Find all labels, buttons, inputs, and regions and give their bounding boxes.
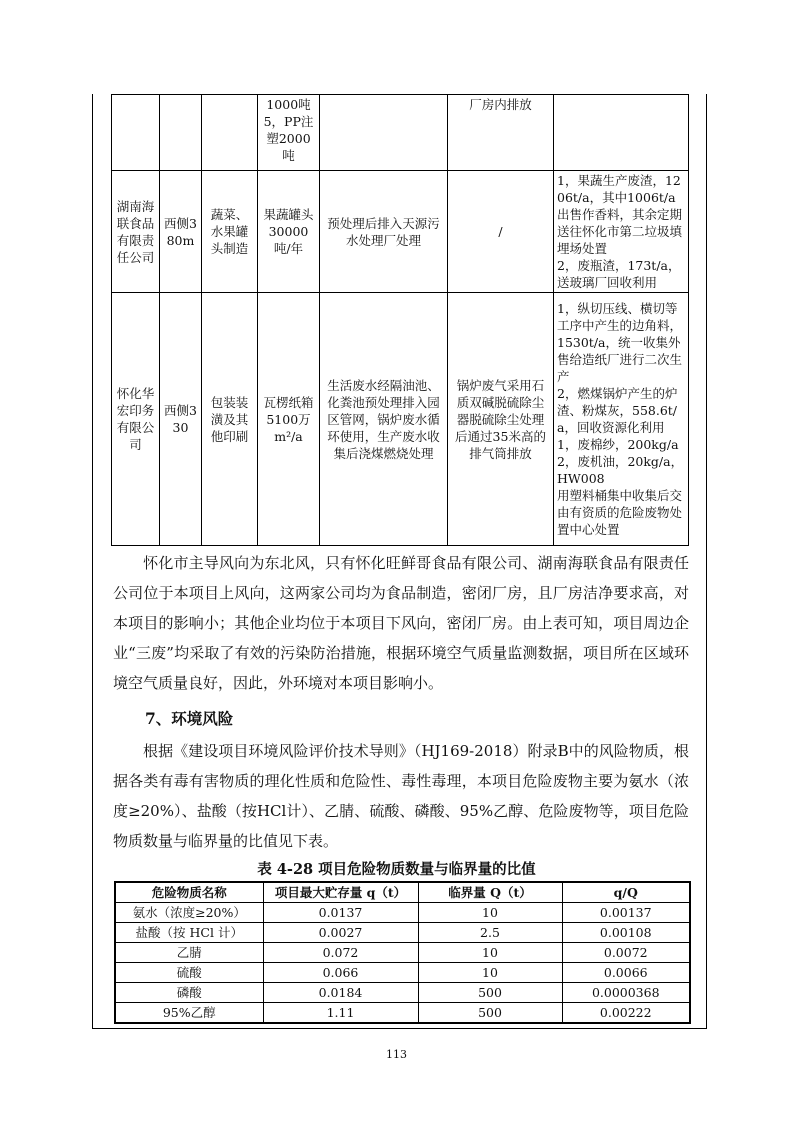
storage-cell: 0.072 [263, 943, 418, 963]
capacity-cell: 1000吨5，PP注塑2000吨 [258, 95, 320, 171]
table-row [115, 943, 690, 963]
threshold-cell: 10 [418, 943, 562, 963]
substance-cell: 盐酸（按 HCl 计） [115, 923, 263, 943]
surrounding-companies-table [111, 94, 689, 546]
company-name-cell: 怀化华宏印务有限公司 [112, 293, 160, 546]
threshold-cell: 10 [418, 903, 562, 923]
ratio-cell: 0.0066 [562, 963, 690, 983]
solid-waste-cell [554, 95, 689, 171]
section-heading: 7、环境风险 [145, 709, 234, 728]
direction-cell [160, 95, 202, 171]
solid-waste-cell: 1，果蔬生产废渣，1206t/a，其中1006t/a出售作香料，其余定期送往怀化市第二垃圾填埋场处置 2，废瓶渣，173t/a，送玻璃厂回收利用 [554, 171, 689, 293]
risk-substances-table [114, 881, 691, 1024]
waste-gas-cell: 锅炉废气采用石质双碱脱硫除尘器脱硫除尘处理后通过35米高的排气筒排放 [448, 293, 554, 546]
substance-cell: 氨水（浓度≥20%） [115, 903, 263, 923]
threshold-cell: 500 [418, 983, 562, 1003]
industry-cell [202, 95, 258, 171]
table-header-row [115, 882, 690, 903]
wind-direction-text: 怀化市主导风向为东北风，只有怀化旺鲜哥食品有限公司、湖南海联食品有限责任公司位于本项目上风向，这两家公司均为食品制造，密闭厂房，且厂房洁净要求高，对本项目的影响小；其他企业均位于本项目下风向，密闭厂房。由上表可知，项目周边企业“三废”均采取了有效的污染防治措施，根据环境空气质量监测数据，项目所在区域环境空气质量良好，因此，外环境对本项目影响小。 [113, 554, 689, 692]
wastewater-cell: 预处理后排入天源污水处理厂处理 [320, 171, 448, 293]
wastewater-cell [320, 95, 448, 171]
table-row [112, 95, 689, 171]
column-header: 项目最大贮存量 q（t） [263, 882, 418, 903]
table-row [115, 963, 690, 983]
industry-cell: 包装装潢及其他印刷 [202, 293, 258, 546]
direction-cell: 西侧330 [160, 293, 202, 546]
storage-cell: 0.0137 [263, 903, 418, 923]
table-row [115, 903, 690, 923]
industry-cell: 蔬菜、水果罐头制造 [202, 171, 258, 293]
ratio-cell: 0.0000368 [562, 983, 690, 1003]
wastewater-cell: 生活废水经隔油池、化粪池预处理排入园区管网，锅炉废水循环使用，生产废水收集后浇煤燃烧处理 [320, 293, 448, 546]
threshold-cell: 500 [418, 1003, 562, 1024]
ratio-cell: 0.00222 [562, 1003, 690, 1024]
substance-cell: 乙腈 [115, 943, 263, 963]
table-row [115, 1003, 690, 1024]
risk-text: 根据《建设项目环境风险评价技术导则》（HJ169-2018）附录B中的风险物质，根据各类有毒有害物质的理化性质和危险性、毒性毒理，本项目危险废物主要为氨水（浓度≥20%）、盐酸（按HCl计）、乙腈、硫酸、磷酸、95%乙醇、危险废物等，项目危险物质数量与临界量的比值见下表。 [113, 742, 689, 850]
company-name-cell [112, 95, 160, 171]
column-header: 临界量 Q（t） [418, 882, 562, 903]
waste-gas-cell: 厂房内排放 [448, 95, 554, 171]
storage-cell: 1.11 [263, 1003, 418, 1024]
waste-gas-cell: / [448, 171, 554, 293]
wind-direction-paragraph [113, 548, 689, 698]
ratio-cell: 0.00137 [562, 903, 690, 923]
ratio-cell: 0.0072 [562, 943, 690, 963]
table-row [112, 293, 689, 546]
capacity-cell: 瓦楞纸箱5100万m²/a [258, 293, 320, 546]
solid-waste-cell: 1，纵切压线、横切等工序中产生的边角料，1530t/a，统一收集外售给造纸厂进行二次生产 2，燃煤锅炉产生的炉渣、粉煤灰，558.6t/a，回收资源化利用 1，废棉纱，200kg/a 2，废机油，20kg/a，HW008 用塑料桶集中收集后交由有资质的危险废物处置中心处置 [554, 293, 689, 546]
table-row [112, 171, 689, 293]
direction-cell: 西侧380m [160, 171, 202, 293]
substance-cell: 磷酸 [115, 983, 263, 1003]
column-header: q/Q [562, 882, 690, 903]
risk-paragraph [113, 736, 689, 856]
threshold-cell: 10 [418, 963, 562, 983]
capacity-cell: 果蔬罐头30000吨/年 [258, 171, 320, 293]
column-header: 危险物质名称 [115, 882, 263, 903]
company-name-cell: 湖南海联食品有限责任公司 [112, 171, 160, 293]
substance-cell: 95%乙醇 [115, 1003, 263, 1024]
threshold-cell: 2.5 [418, 923, 562, 943]
ratio-cell: 0.00108 [562, 923, 690, 943]
table-row [115, 983, 690, 1003]
page-number: 113 [386, 1048, 407, 1061]
storage-cell: 0.066 [263, 963, 418, 983]
table-row [115, 923, 690, 943]
storage-cell: 0.0027 [263, 923, 418, 943]
substance-cell: 硫酸 [115, 963, 263, 983]
storage-cell: 0.0184 [263, 983, 418, 1003]
table-caption: 表 4-28 项目危险物质数量与临界量的比值 [257, 861, 536, 878]
